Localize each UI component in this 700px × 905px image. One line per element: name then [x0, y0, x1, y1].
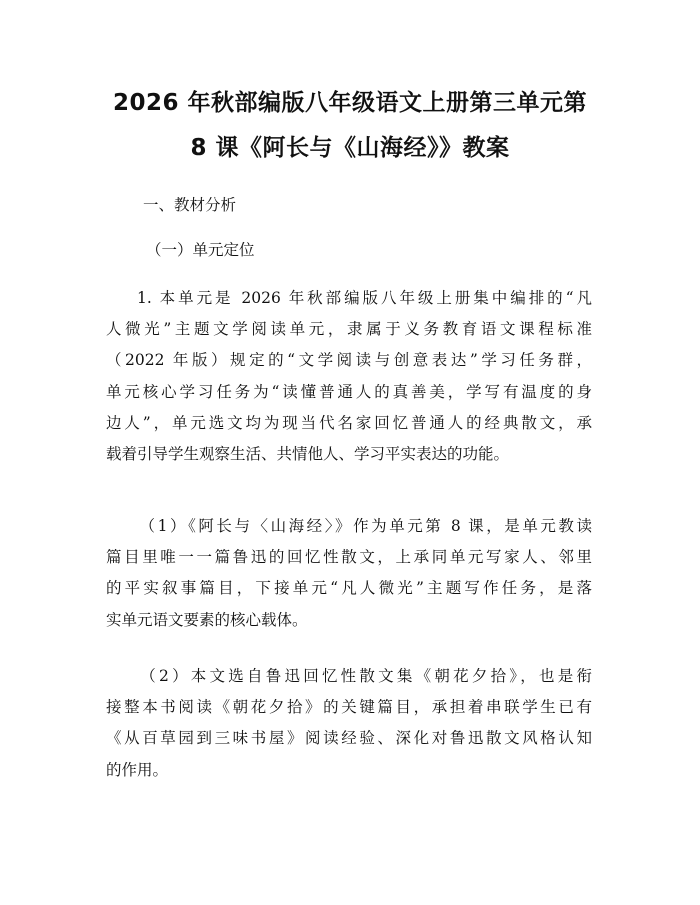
paragraph-line: （2）本文选自鲁迅回忆性散文集《朝花夕拾》，也是衔 [137, 667, 592, 685]
subsection-heading: （一）单元定位 [146, 241, 255, 259]
paragraph-line: 的平实叙事篇目，下接单元“凡人微光”主题写作任务，是落 [106, 579, 592, 598]
paragraph-line: 载着引导学生观察生活、共情他人、学习平实表达的功能。 [106, 444, 510, 463]
paragraph-line: 篇目里唯一一篇鲁迅的回忆性散文，上承同单元写家人、邻里 [106, 548, 592, 567]
section-heading: 一、教材分析 [143, 196, 237, 214]
paragraph-line: 《从百草园到三味书屋》阅读经验、深化对鲁迅散文风格认知 [106, 729, 592, 748]
paragraph-unit-positioning [106, 283, 592, 470]
paragraph-line: 单元核心学习任务为“读懂普通人的真善美，学写有温度的身 [106, 382, 592, 401]
paragraph-line: （1）《阿长与〈山海经〉》作为单元第 8 课，是单元教读 [137, 517, 592, 535]
document-title-line-2: 8 课《阿长与《山海经》》教案 [190, 135, 510, 161]
paragraph-line: 的作用。 [106, 760, 169, 779]
paragraph-line: （2022 年版）规定的“文学阅读与创意表达”学习任务群， [106, 351, 592, 370]
paragraph-line: 接整本书阅读《朝花夕拾》的关键篇目，承担着串联学生已有 [106, 698, 592, 717]
paragraph-line: 边人”，单元选文均为现当代名家回忆普通人的经典散文，承 [106, 413, 592, 432]
paragraph-line: 人微光”主题文学阅读单元，隶属于义务教育语文课程标准 [106, 320, 592, 339]
paragraph-point-2 [106, 661, 592, 786]
document-title-line-1: 2026 年秋部编版八年级语文上册第三单元第 [112, 90, 588, 116]
paragraph-point-1 [106, 511, 592, 636]
paragraph-line: 实单元语文要素的核心载体。 [106, 610, 308, 629]
paragraph-line: 1. 本单元是 2026 年秋部编版八年级上册集中编排的“凡 [137, 289, 592, 307]
